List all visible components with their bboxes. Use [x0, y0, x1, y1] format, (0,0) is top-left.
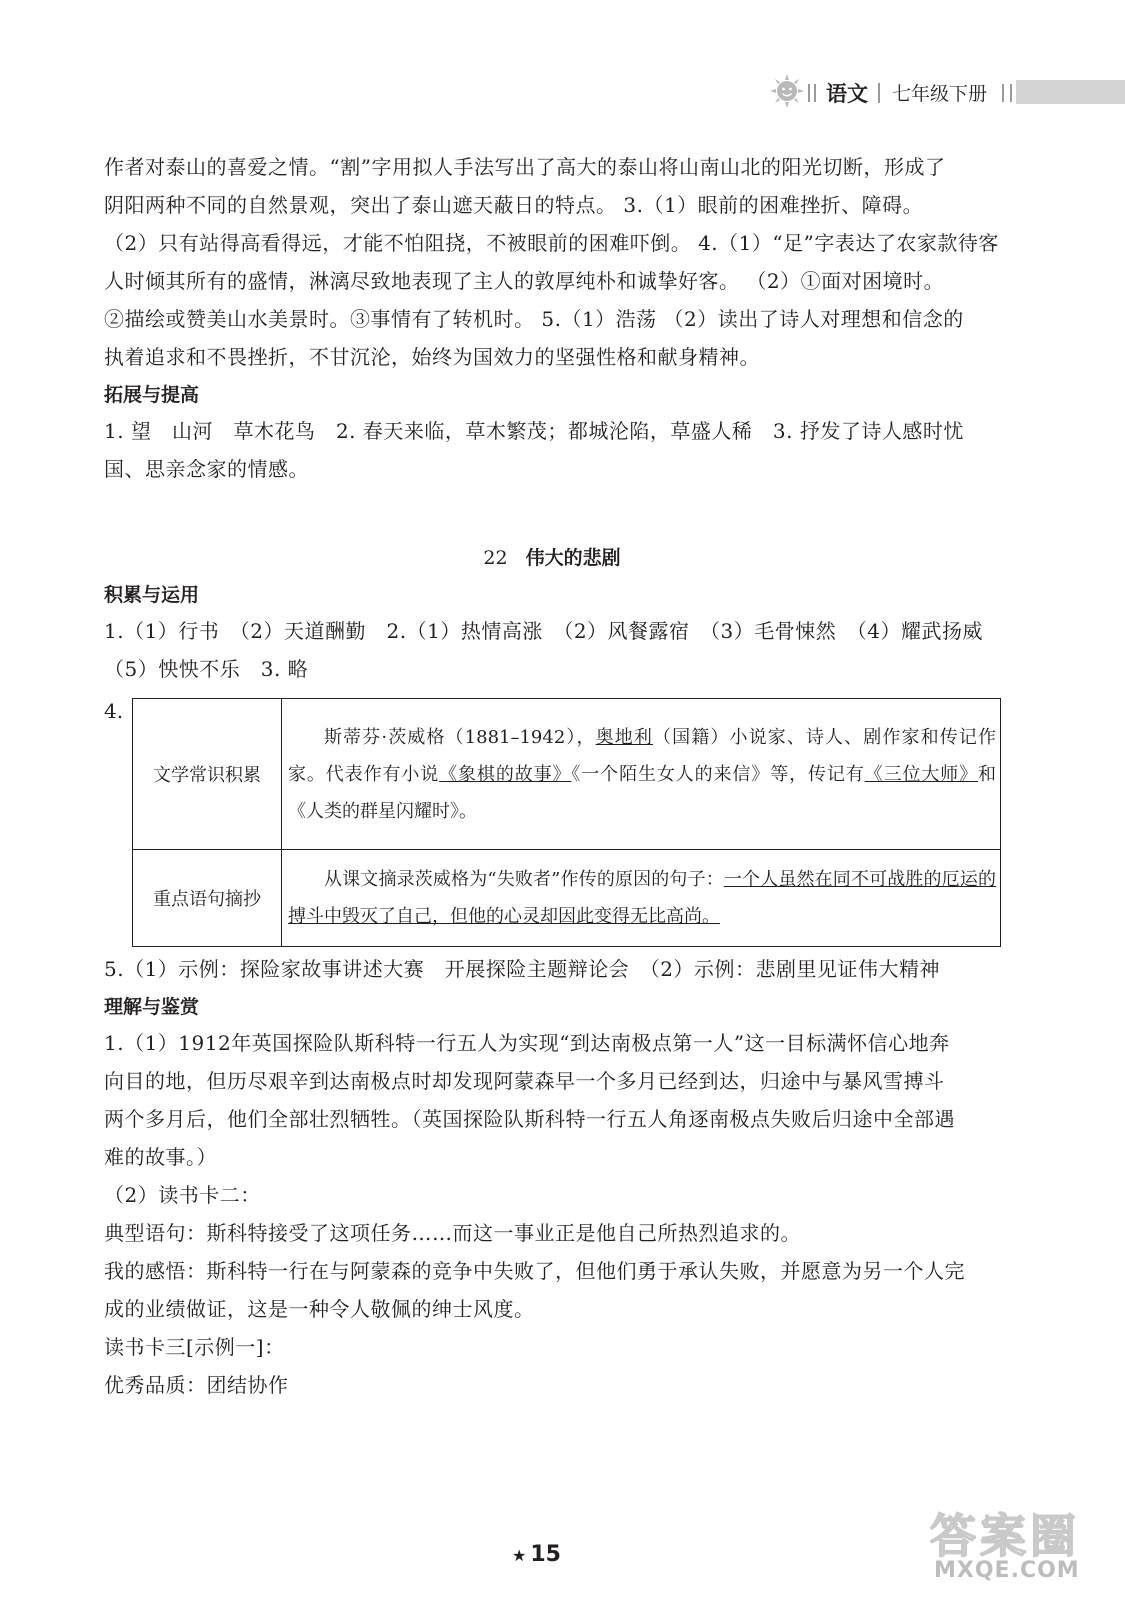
text-line: （5）怏怏不乐 3. 略 [104, 657, 309, 681]
text-line: 人时倾其所有的盛情，淋漓尽致地表现了主人的敦厚纯朴和诚挚好客。 （2）①面对困境时。 [104, 269, 945, 293]
sun-logo-icon [770, 74, 804, 108]
table-row-label: 文学常识积累 [133, 699, 282, 850]
header-separator [878, 83, 880, 103]
table-row-text [282, 699, 1001, 850]
text-line: 阴阳两种不同的自然景观，突出了泰山遮天蔽日的特点。 3.（1）眼前的困难挫折、障碍。 [104, 193, 924, 217]
text-line: 难的故事。） [104, 1145, 217, 1169]
text-line: 国、思亲念家的情感。 [104, 457, 309, 481]
header-band [1016, 80, 1125, 104]
star-icon: ★ [512, 1546, 527, 1565]
underlined-answer: 《象棋的故事》 [439, 763, 572, 785]
page-number [512, 1542, 561, 1567]
text-line: 1. 望 山河 草木花鸟 2. 春天来临，草木繁茂；都城沦陷，草盛人稀 3. 抒发了诗人感时忧 [104, 419, 964, 443]
text-line: （2）只有站得高看得远，才能不怕阻挠，不被眼前的困难吓倒。 4.（1）“足”字表达了农家款待客 [104, 231, 999, 255]
text-line: （2）读书卡二： [104, 1183, 261, 1207]
table-row-text [282, 850, 1001, 947]
underlined-answer: 《三位大师》 [864, 763, 979, 785]
text-line: 典型语句：斯科特接受了这项任务……而这一事业正是他自己所热烈追求的。 [104, 1221, 801, 1245]
text-line: 5.（1）示例：探险家故事讲述大赛 开展探险主题辩论会 （2）示例：悲剧里见证伟大精神 [104, 957, 941, 981]
watermark-url: MXQE.COM [934, 1558, 1080, 1583]
table-row [133, 699, 1001, 850]
lesson-number: 22 [483, 547, 508, 569]
page-content [104, 148, 1000, 1404]
text-line: 成的业绩做证，这是一种令人敬佩的绅士风度。 [104, 1297, 535, 1321]
text-line: 我的感悟：斯科特一行在与阿蒙森的竞争中失败了，但他们勇于承认失败，并愿意为另一个人完 [104, 1259, 965, 1283]
text-span: （国籍）小说家、诗人、剧作家和传记作家。代表作有小说 [288, 726, 997, 785]
text-line: 读书卡三[示例一]： [104, 1335, 285, 1359]
lesson-title [104, 540, 1000, 576]
text-span: 和《人类的群星闪耀时》。 [288, 763, 997, 822]
text-span: 斯蒂芬·茨威格（1881–1942）， [324, 726, 596, 748]
header-divider [808, 84, 816, 102]
text-span: 《一个陌生女人的来信》等，传记有 [571, 763, 865, 785]
watermark-logo: 答案圈 [930, 1509, 1080, 1563]
text-span: 从课文摘录茨威格为“失败者”作传的原因的句子： [324, 869, 724, 890]
text-line: 1.（1）行书 （2）天道酬勤 2.（1）热情高涨 （2）风餐露宿 （3）毛骨悚然 （4）耀武扬威 [104, 619, 984, 643]
text-line: 1.（1）1912年英国探险队斯科特一行五人为实现“到达南极点第一人”这一目标满怀信心地奔 [104, 1031, 950, 1055]
section-heading-extend: 拓展与提高 [104, 384, 200, 406]
table-row [133, 850, 1001, 947]
knowledge-table-block [104, 698, 1000, 950]
page-header [770, 72, 1125, 116]
text-line: 向目的地，但历尽艰辛到达南极点时却发现阿蒙森早一个多月已经到达，归途中与暴风雪搏斗 [104, 1069, 945, 1093]
header-subject: 语文 [826, 82, 868, 106]
underlined-answer: 奥地利 [595, 726, 653, 748]
section-heading-understand: 理解与鉴赏 [104, 996, 200, 1018]
header-divider-right [1002, 84, 1012, 102]
page-number-value: 15 [530, 1542, 561, 1567]
text-line: 执着追求和不畏挫折，不甘沉沦，始终为国效力的坚强性格和献身精神。 [104, 345, 760, 369]
section-heading-accumulate: 积累与运用 [104, 584, 200, 606]
watermark [930, 1500, 1100, 1590]
knowledge-table [132, 698, 1001, 947]
text-line: 优秀品质：团结协作 [104, 1373, 289, 1397]
text-line: 两个多月后，他们全部壮烈牺牲。（英国探险队斯科特一行五人角逐南极点失败后归途中全部遇 [104, 1107, 955, 1131]
item-number: 4. [104, 699, 124, 723]
text-line: 作者对泰山的喜爱之情。“割”字用拟人手法写出了高大的泰山将山南山北的阳光切断，形成了 [104, 155, 946, 179]
lesson-name: 伟大的悲剧 [525, 547, 621, 569]
header-grade: 七年级下册 [892, 83, 988, 105]
text-line: ②描绘或赞美山水美景时。③事情有了转机时。 5.（1）浩荡 （2）读出了诗人对理想和信念的 [104, 307, 964, 331]
underlined-answer: 一个人虽然在同不可战胜的厄运的搏斗中毁灭了自己，但他的心灵却因此变得无比高尚。 [288, 869, 997, 927]
table-row-label: 重点语句摘抄 [133, 850, 282, 947]
